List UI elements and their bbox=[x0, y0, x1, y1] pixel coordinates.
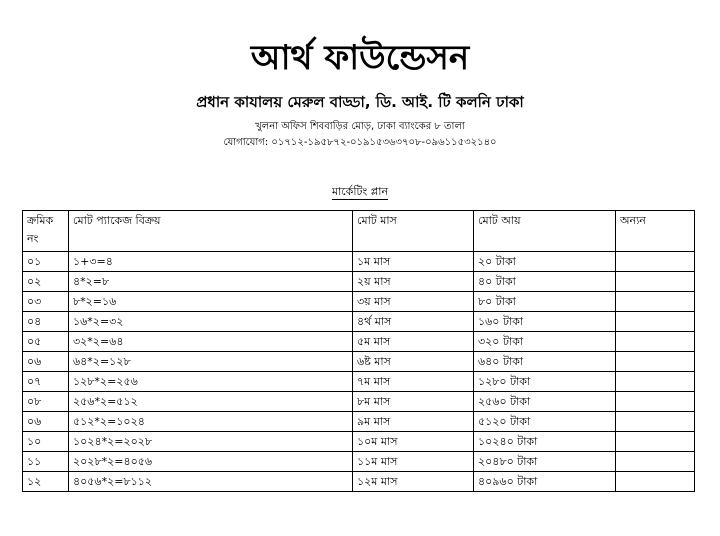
other-cell bbox=[616, 452, 695, 472]
organization-title: আর্থ ফাউন্ডেসন bbox=[250, 38, 470, 78]
month-cell: ৪র্থ মাস bbox=[353, 312, 474, 332]
month-cell: ৭ম মাস bbox=[353, 372, 474, 392]
table-row bbox=[23, 392, 695, 412]
package-sales-cell: ৪০৫৬*২=৮১১২ bbox=[69, 472, 353, 492]
table-row bbox=[23, 332, 695, 352]
income-cell: ৮০ টাকা bbox=[474, 292, 616, 312]
month-cell: ১ম মাস bbox=[353, 252, 474, 272]
package-sales-cell: ১+৩=৪ bbox=[69, 252, 353, 272]
income-cell: ১০২৪০ টাকা bbox=[474, 432, 616, 452]
serial-cell: ১১ bbox=[23, 452, 69, 472]
month-cell: ৯ম মাস bbox=[353, 412, 474, 432]
serial-cell: ০৬ bbox=[23, 412, 69, 432]
table-row bbox=[23, 252, 695, 272]
branch-office-address: খুলনা অফিস শিববাড়ির মোড়, ঢাকা ব্যাংকের ৮ তালা bbox=[255, 121, 465, 132]
package-sales-cell: ৪*২=৮ bbox=[69, 272, 353, 292]
other-cell bbox=[616, 252, 695, 272]
month-cell: ১০ম মাস bbox=[353, 432, 474, 452]
income-cell: ২০ টাকা bbox=[474, 252, 616, 272]
header-serial-no: ক্রমিক নং bbox=[23, 211, 69, 252]
other-cell bbox=[616, 472, 695, 492]
other-cell bbox=[616, 372, 695, 392]
other-cell bbox=[616, 412, 695, 432]
table-row bbox=[23, 272, 695, 292]
income-cell: ৫১২০ টাকা bbox=[474, 412, 616, 432]
other-cell bbox=[616, 312, 695, 332]
package-sales-cell: ৩২*২=৬৪ bbox=[69, 332, 353, 352]
other-cell bbox=[616, 292, 695, 312]
package-sales-cell: ৫১২*২=১০২৪ bbox=[69, 412, 353, 432]
other-cell bbox=[616, 272, 695, 292]
month-cell: ৫ম মাস bbox=[353, 332, 474, 352]
package-sales-cell: ১০২৪*২=২০২৮ bbox=[69, 432, 353, 452]
package-sales-cell: ৬৪*২=১২৮ bbox=[69, 352, 353, 372]
month-cell: ৬ষ্ট মাস bbox=[353, 352, 474, 372]
table-row bbox=[23, 312, 695, 332]
month-cell: ৩য় মাস bbox=[353, 292, 474, 312]
income-cell: ২০৪৮০ টাকা bbox=[474, 452, 616, 472]
table-row bbox=[23, 432, 695, 452]
serial-cell: ১০ bbox=[23, 432, 69, 452]
table-row bbox=[23, 472, 695, 492]
table-row bbox=[23, 292, 695, 312]
other-cell bbox=[616, 332, 695, 352]
other-cell bbox=[616, 392, 695, 412]
head-office-address: প্রধান কাযালয় মেরুল বাড্ডা, ডি. আই. টি কলনি ঢাকা bbox=[196, 93, 524, 111]
serial-cell: ০২ bbox=[23, 272, 69, 292]
package-sales-cell: ২৫৬*২=৫১২ bbox=[69, 392, 353, 412]
serial-cell: ০৩ bbox=[23, 292, 69, 312]
income-cell: ৪০ টাকা bbox=[474, 272, 616, 292]
other-cell bbox=[616, 432, 695, 452]
header-other: অন্যন bbox=[616, 211, 695, 252]
serial-cell: ০১ bbox=[23, 252, 69, 272]
table-header-row bbox=[23, 211, 695, 252]
package-sales-cell: ১২৮*২=২৫৬ bbox=[69, 372, 353, 392]
marketing-plan-table bbox=[22, 210, 695, 492]
header-total-income: মোট আয় bbox=[474, 211, 616, 252]
income-cell: ৩২০ টাকা bbox=[474, 332, 616, 352]
serial-cell: ০৮ bbox=[23, 392, 69, 412]
contact-numbers: যোগাযোগ: ০১৭১২-১৯৫৮৭২-০১৯১৫৩৬৩৭০৮-০৯৬১১৫৩২১৪০ bbox=[223, 137, 497, 148]
month-cell: ৮ম মাস bbox=[353, 392, 474, 412]
other-cell bbox=[616, 352, 695, 372]
package-sales-cell: ৮*২=১৬ bbox=[69, 292, 353, 312]
month-cell: ১২ম মাস bbox=[353, 472, 474, 492]
month-cell: ২য় মাস bbox=[353, 272, 474, 292]
month-cell: ১১ম মাস bbox=[353, 452, 474, 472]
plan-heading-text: মার্কেটিং প্লান bbox=[331, 185, 389, 198]
header-total-package-sales: মোট প্যাকেজ বিক্রয় bbox=[69, 211, 353, 252]
income-cell: ২৫৬০ টাকা bbox=[474, 392, 616, 412]
table-row bbox=[23, 412, 695, 432]
income-cell: ৬৪০ টাকা bbox=[474, 352, 616, 372]
serial-cell: ০৫ bbox=[23, 332, 69, 352]
plan-heading bbox=[0, 185, 720, 199]
income-cell: ১৬০ টাকা bbox=[474, 312, 616, 332]
income-cell: ১২৮০ টাকা bbox=[474, 372, 616, 392]
serial-cell: ০৬ bbox=[23, 352, 69, 372]
income-cell: ৪০৯৬০ টাকা bbox=[474, 472, 616, 492]
serial-cell: ০৭ bbox=[23, 372, 69, 392]
package-sales-cell: ১৬*২=৩২ bbox=[69, 312, 353, 332]
serial-cell: ০৪ bbox=[23, 312, 69, 332]
table-row bbox=[23, 372, 695, 392]
header-total-month: মোট মাস bbox=[353, 211, 474, 252]
table-row bbox=[23, 452, 695, 472]
table-row bbox=[23, 352, 695, 372]
serial-cell: ১২ bbox=[23, 472, 69, 492]
package-sales-cell: ২০২৮*২=৪০৫৬ bbox=[69, 452, 353, 472]
